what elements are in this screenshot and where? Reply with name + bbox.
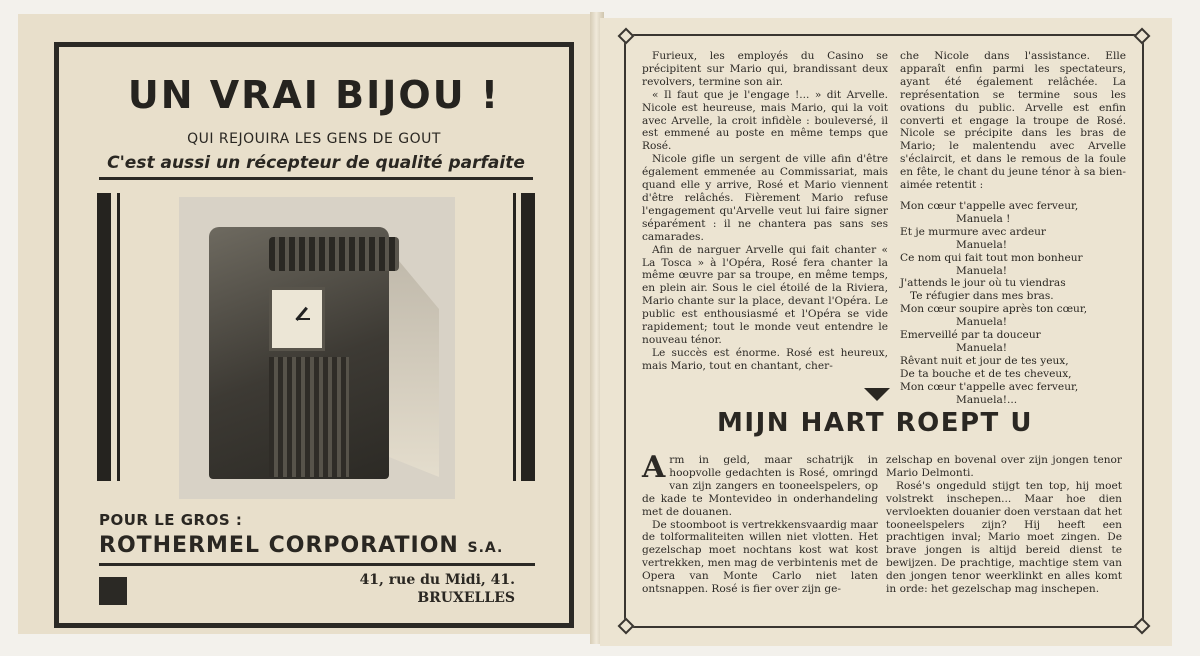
company-name (99, 533, 503, 558)
lyric-line: J'attends le jour où tu viendras (900, 277, 1066, 290)
lyric-line: Mon cœur t'appelle avec ferveur, (900, 200, 1079, 212)
lyric-line: Rêvant nuit et jour de tes yeux, (900, 354, 1069, 367)
article-column-4 (886, 454, 1122, 596)
clock-icon (269, 287, 325, 351)
lyric-line: Mon cœur soupire après ton cœur, (900, 303, 1088, 316)
lyric-line: Manuela! (956, 316, 1008, 329)
radio-speaker-grille (269, 357, 349, 477)
lyric-line: Manuela! (956, 341, 1008, 354)
lyric-line: Mon cœur t'appelle avec ferveur, (900, 380, 1079, 393)
down-arrow-icon (864, 388, 890, 401)
lyric-line: Et je murmure avec ardeur (900, 225, 1046, 238)
lyric-line: Ce nom qui fait tout mon bonheur (900, 251, 1083, 264)
paragraph: zelschap en bovenal over zijn jongen tenor Mario Delmonti. (886, 454, 1122, 479)
lyric-line: Te réfugier dans mes bras. (910, 290, 1054, 303)
decorative-square (99, 577, 127, 605)
paragraph: Le succès est énorme. Rosé est heureux, mais Mario, tout en chantant, cher- (642, 346, 888, 372)
distributor-label: POUR LE GROS : (99, 511, 243, 529)
company-suffix: S.A. (467, 540, 504, 556)
address-city: BRUXELLES (417, 590, 515, 606)
lyric-line: Manuela! (956, 264, 1008, 277)
radio-cabinet (209, 227, 389, 479)
paragraph: De stoomboot is vertrekkensvaardig maar de tolformaliteiten willen niet vlotten. Het gezelschap moet nochtans kost wat kost vertrekken, men mag de verbintenis met de Opera van Monte Carlo niet laten ontsnappen. Rosé is fier over zijn ge- (642, 518, 878, 596)
ad-tagline: C'est aussi un récepteur de qualité parfaite (99, 153, 533, 180)
song-lyrics (900, 200, 1126, 407)
decorative-thin-bar-right (513, 193, 516, 481)
paragraph: « Il faut que je l'engage !... » dit Arvelle. Nicole est heureuse, mais Mario, qui la voit avec Arvelle, la croit infidèle : bouleversé, il est emmené au poste en même temps que Rosé. (642, 88, 888, 153)
company-address (360, 571, 515, 607)
right-page (600, 18, 1172, 646)
lyric-line: De ta bouche et de tes cheveux, (900, 367, 1072, 380)
article-column-2 (900, 50, 1126, 192)
paragraph: Rosé's ongeduld stijgt ten top, hij moet volstrekt inschepen... Maar hoe dien vervloekten douanier doen verstaan dat het tooneelspelers zijn? Hij heeft een prachtigen inval; Mario moet zingen. De brave jongen is altijd bereid dienst te bewijzen. De prachtige, machtige stem van den jongen tenor weerklinkt en alles komt in orde: het gezelschap mag inschepen. (886, 479, 1122, 596)
drop-cap: A (642, 450, 666, 485)
ad-headline: UN VRAI BIJOU ! (127, 73, 501, 117)
paragraph-text: rm in geld, maar schatrijk in hoopvolle gedachten is Rosé, omringd van zijn zangers en tooneelspelers, op de kade te Montevideo in onderhandeling met de douanen. (642, 454, 878, 518)
section-heading: MIJN HART ROEPT U (717, 408, 1033, 438)
decorative-bar-left (97, 193, 111, 481)
divider (99, 563, 535, 566)
paragraph (642, 450, 878, 519)
ad-subheadline: QUI REJOUIRA LES GENS DE GOUT (187, 131, 441, 147)
paragraph: Afin de narguer Arvelle qui fait chanter « La Tosca » à l'Opéra, Rosé fera chanter la même œuvre par sa troupe, en même temps, en plein air. Sous le ciel étoilé de la Riviera, Mario chante sur la place, devant l'Opéra. Le public est enthousiasmé et l'Opéra se vide rapidement; tout le monde veut entendre le nouveau ténor. (642, 243, 888, 346)
paragraph: Nicole gifle un sergent de ville afin d'être également emmenée au Commissariat, mais quand elle y arrive, Rosé et Mario viennent d'être relâchés. Fièrement Mario refuse l'engagement qu'Arvelle veut lui faire signer séparément : il ne chantera pas sans ses camarades. (642, 153, 888, 243)
advertisement-frame (54, 42, 574, 628)
company-name-text: ROTHERMEL CORPORATION (99, 533, 459, 558)
article-column-3 (642, 450, 878, 596)
radio-top-grille (269, 237, 399, 271)
lyric-line: Emerveillé par ta douceur (900, 329, 1041, 342)
radio-receiver-photo (179, 197, 455, 499)
lyric-line: Manuela! (956, 238, 1008, 251)
decorative-bar-right (521, 193, 535, 481)
lyric-line: Manuela!... (956, 393, 1018, 406)
left-page (18, 14, 592, 634)
decorative-thin-bar-left (117, 193, 120, 481)
paragraph: che Nicole dans l'assistance. Elle apparaît enfin parmi les spectateurs, ayant été également relâchée. La représentation se termine sous les ovations du public. Arvelle est enfin converti et engage la troupe de Rosé. Nicole se précipite dans les bras de Mario; le malentendu avec Arvelle s'éclaircit, et dans le remous de la foule en fête, le chant du jeune ténor à sa bien-aimée retentit : (900, 50, 1126, 192)
article-column-1 (642, 50, 888, 373)
lyric-line: Manuela ! (956, 212, 1011, 225)
paragraph: Furieux, les employés du Casino se précipitent sur Mario qui, brandissant deux revolvers, termine son air. (642, 50, 888, 88)
address-street: 41, rue du Midi, 41. (359, 572, 515, 588)
